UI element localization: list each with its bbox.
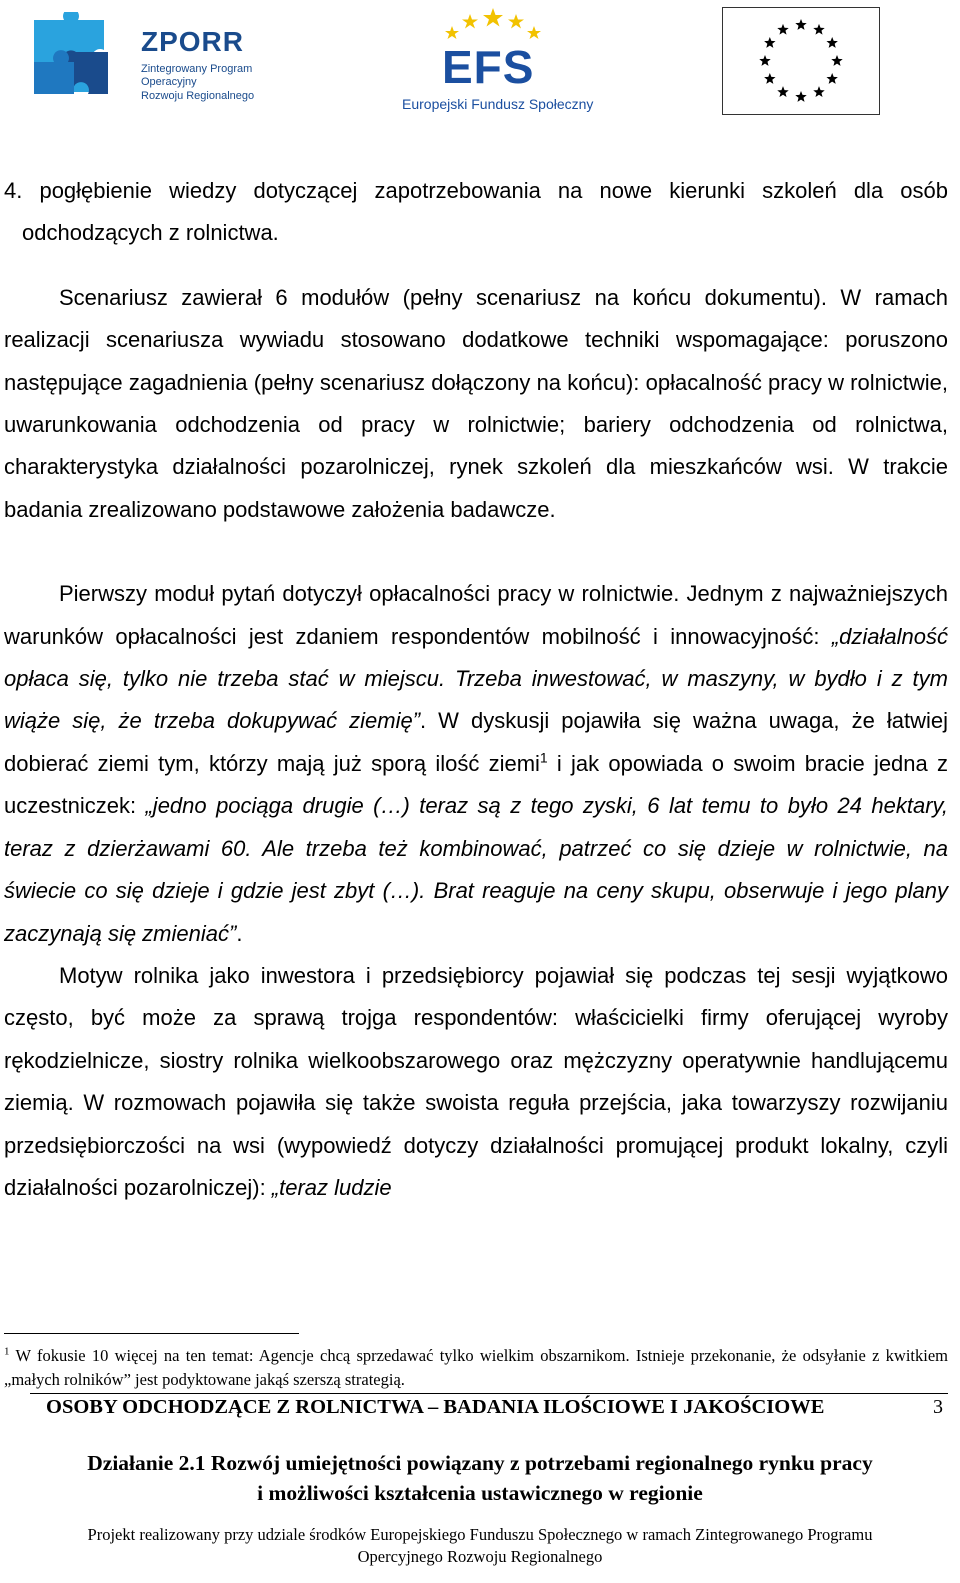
document-body	[4, 170, 948, 1209]
footnote-text: W fokusie 10 więcej na ten temat: Agencje chcą sprzedawać tylko wielkim obszarnikom. Istnieje przekonanie, że odsyłanie z kwitkiem „małych rolników” jest podyktowane jakąś szerszą strategią.	[4, 1346, 948, 1389]
action-line-1: Działanie 2.1 Rozwój umiejętności powiązany z potrzebami regionalnego rynku pracy	[87, 1451, 873, 1475]
eu-star-icon	[795, 19, 806, 30]
zporr-brand: ZPORR	[141, 26, 244, 57]
eu-star-icon	[777, 86, 788, 97]
paragraph-2-text-d: .	[236, 920, 243, 946]
footnote-ref-1[interactable]: 1	[539, 749, 548, 766]
footnote-number: 1	[4, 1345, 10, 1358]
eu-star-icon	[831, 55, 842, 66]
paragraph-3-text: Motyw rolnika jako inwestora i przedsiębiorcy pojawiał się podczas tej sesji wyjątkowo często, być może za sprawą trojga respondentów: właścicielki firmy oferującej wyroby rękodzielnicze, siostry rolnika wielkoobszarowego oraz mężczyzny operatywnie handlującemu ziemią. W rozmowach pojawiła się także swoista reguła przejścia, jaka towarzyszy rozwijaniu przedsiębiorczości na wsi (wypowiedź dotyczy działalności promującej produkt lokalny, czyli działalności pozarolniczej):	[4, 962, 948, 1200]
eu-star-icon	[813, 24, 824, 35]
project-statement	[0, 1524, 960, 1568]
paragraph-2-text-a: Pierwszy moduł pytań dotyczył opłacalności pracy w rolnictwie. Jednym z najważniejszych warunków opłacalności jest zdaniem respondentów mobilność i innowacyjność:	[4, 581, 948, 649]
footer-title: OSOBY ODCHODZĄCE Z ROLNICTWA – BADANIA ILOŚCIOWE I JAKOŚCIOWE	[46, 1396, 825, 1418]
footnote-1	[4, 1344, 948, 1392]
project-line-1: Projekt realizowany przy udziale środków Europejskiego Funduszu Społecznego w ramach Zintegrowanego Programu	[87, 1525, 873, 1544]
eu-star-icon	[813, 86, 824, 97]
action-statement	[0, 1448, 960, 1508]
eu-star-icon	[764, 73, 775, 84]
page-number: 3	[933, 1396, 943, 1418]
paragraph-2-text-b: . W dyskusji pojawiła się ważna uwaga, że łatwiej dobierać ziemi tym, którzy mają już sporą ilość ziemi	[4, 708, 948, 776]
paragraph-2-quote-1: „działalność opłaca się, tylko nie trzeba stać w miejscu. Trzeba inwestować, w maszyny, w bydło i z tym wiąże się, że trzeba dokupywać ziemię”	[4, 623, 948, 734]
zporr-line-2: Operacyjny	[141, 76, 197, 88]
efs-name: Europejski Fundusz Społeczny	[402, 96, 594, 112]
efs-mark: EFS	[442, 41, 535, 93]
footer-separator	[30, 1393, 948, 1394]
eu-star-icon	[826, 73, 837, 84]
paragraph-2-text-c: i jak opowiada o swoim bracie jedna z uczestniczek:	[4, 750, 948, 819]
eu-flag	[722, 7, 880, 115]
eu-stars-icon	[723, 8, 879, 114]
header-logos	[0, 0, 960, 125]
efs-logo	[398, 6, 594, 118]
zporr-line-1: Zintegrowany Program	[141, 63, 253, 75]
paragraph-2-quote-2: „jedno pociąga drugie (…) teraz są z tego zyski, 6 lat temu to było 24 hektary, teraz z dzierżawami 60. Ale trzeba też kombinować, patrzeć co się dzieje w rolnictwie, na świecie co się dzieje i gdzie jest zbyt (…). Brat reaguje na ceny skupu, obserwuje i jego plany zaczynają się zmieniać”	[4, 793, 948, 946]
paragraph-3-quote: „teraz ludzie	[271, 1174, 392, 1200]
eu-star-icon	[764, 37, 775, 48]
zporr-logo	[24, 12, 264, 107]
action-line-2: i możliwości kształcenia ustawicznego w regionie	[257, 1481, 703, 1505]
eu-star-icon	[777, 24, 788, 35]
eu-star-icon	[795, 91, 806, 102]
paragraph-1: Scenariusz zawierał 6 modułów (pełny scenariusz na końcu dokumentu). W ramach realizacji scenariusza wywiadu stosowano dodatkowe techniki wspomagające: poruszono następujące zagadnienia (pełny scenariusz dołączony na końcu): opłacalność pracy w rolnictwie, uwarunkowania odchodzenia od pracy w rolnictwie; bariery odchodzenia od rolnictwa, charakterystyka działalności pozarolniczej, rynek szkoleń dla mieszkańców wsi. W trakcie badania zrealizowano podstawowe założenia badawcze.	[4, 284, 948, 522]
paragraph-3	[4, 955, 948, 1209]
eu-star-icon	[759, 55, 770, 66]
eu-star-icon	[826, 37, 837, 48]
zporr-line-3: Rozwoju Regionalnego	[141, 90, 255, 102]
paragraph-2	[4, 573, 948, 955]
footnote-separator	[4, 1333, 299, 1334]
list-item-4: 4. pogłębienie wiedzy dotyczącej zapotrzebowania na nowe kierunki szkoleń dla osób odchodzących z rolnictwa.	[4, 178, 948, 246]
project-line-2: Opercyjnego Rozwoju Regionalnego	[357, 1547, 603, 1566]
puzzle-icon	[24, 12, 119, 107]
